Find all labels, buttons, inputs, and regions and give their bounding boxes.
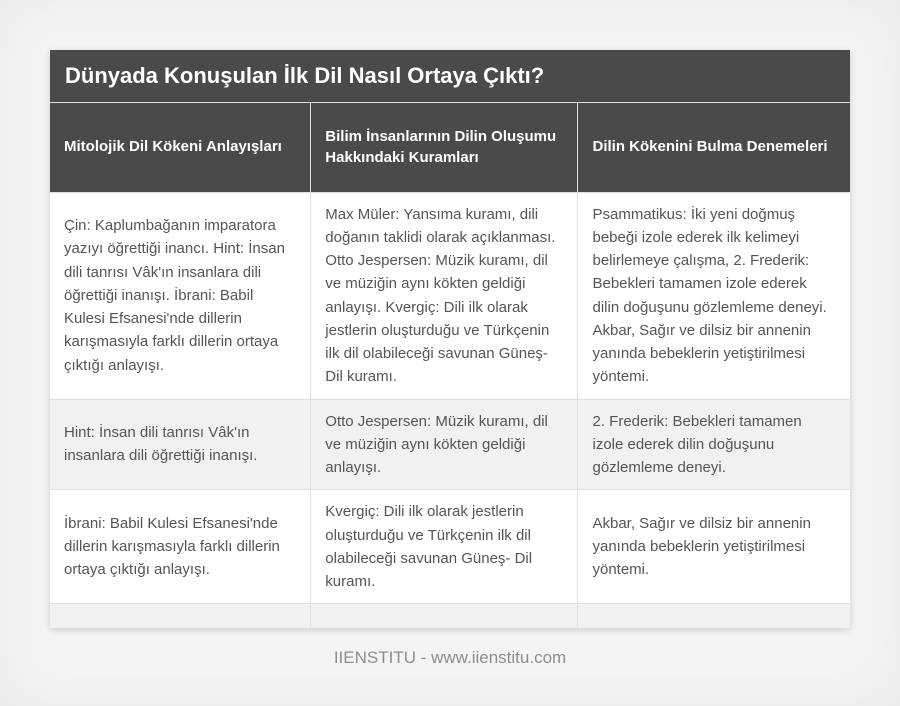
table-cell	[50, 604, 311, 628]
table-cell: Otto Jespersen: Müzik kuramı, dil ve müziğin aynı kökten geldiği anlayışı.	[311, 399, 578, 490]
table-cell	[578, 604, 850, 628]
table-cell: İbrani: Babil Kulesi Efsanesi'nde dillerin karışmasıyla farklı dillerin ortaya çıktığı anlayışı.	[50, 490, 311, 604]
table-cell: Çin: Kaplumbağanın imparatora yazıyı öğrettiği inancı. Hint: İnsan dili tanrısı Vâk'ın insanlara dili öğrettiği inanışı. İbrani: Babil Kulesi Efsanesi'nde dillerin karışmasıyla farklı dillerin ortaya çıktığı anlayışı.	[50, 192, 311, 399]
footer-credit: IIENSTITU - www.iienstitu.com	[333, 647, 567, 667]
table-cell	[311, 604, 578, 628]
language-origin-card	[50, 50, 850, 628]
column-header-scientific-theories: Bilim İnsanlarının Dilin Oluşumu Hakkındaki Kuramları	[311, 103, 578, 192]
table-row	[50, 399, 850, 490]
table-cell: Psammatikus: İki yeni doğmuş bebeği izole ederek ilk kelimeyi belirlemeye çalışma, 2. Frederik: Bebekleri tamamen izole ederek dilin doğuşunu gözlemleme deneyi. Akbar, Sağır ve dilsiz bir annenin yanında bebeklerin yetiştirilmesi yöntemi.	[578, 192, 850, 399]
table-cell: Kvergiç: Dili ilk olarak jestlerin oluşturduğu ve Türkçenin ilk dil olabileceği savunan Güneş- Dil kuramı.	[311, 490, 578, 604]
language-origin-table	[50, 103, 850, 628]
table-cell: 2. Frederik: Bebekleri tamamen izole ederek dilin doğuşunu gözlemleme deneyi.	[578, 399, 850, 490]
column-header-origin-experiments: Dilin Kökenini Bulma Denemeleri	[578, 103, 850, 192]
table-row	[50, 490, 850, 604]
table-cell: Max Müler: Yansıma kuramı, dili doğanın taklidi olarak açıklanması. Otto Jespersen: Müzik kuramı, dil ve müziğin aynı kökten geldiği anlayışı. Kvergiç: Dili ilk olarak jestlerin oluşturduğu ve Türkçenin ilk dil olabileceği savunan Güneş- Dil kuramı.	[311, 192, 578, 399]
table-cell: Akbar, Sağır ve dilsiz bir annenin yanında bebeklerin yetiştirilmesi yöntemi.	[578, 490, 850, 604]
column-header-mythological-origins: Mitolojik Dil Kökeni Anlayışları	[50, 103, 311, 192]
table-row-empty	[50, 604, 850, 628]
page-title: Dünyada Konuşulan İlk Dil Nasıl Ortaya Çıktı?	[50, 50, 850, 103]
table-row	[50, 192, 850, 399]
table-cell: Hint: İnsan dili tanrısı Vâk'ın insanlara dili öğrettiği inanışı.	[50, 399, 311, 490]
table-header-row	[50, 103, 850, 192]
